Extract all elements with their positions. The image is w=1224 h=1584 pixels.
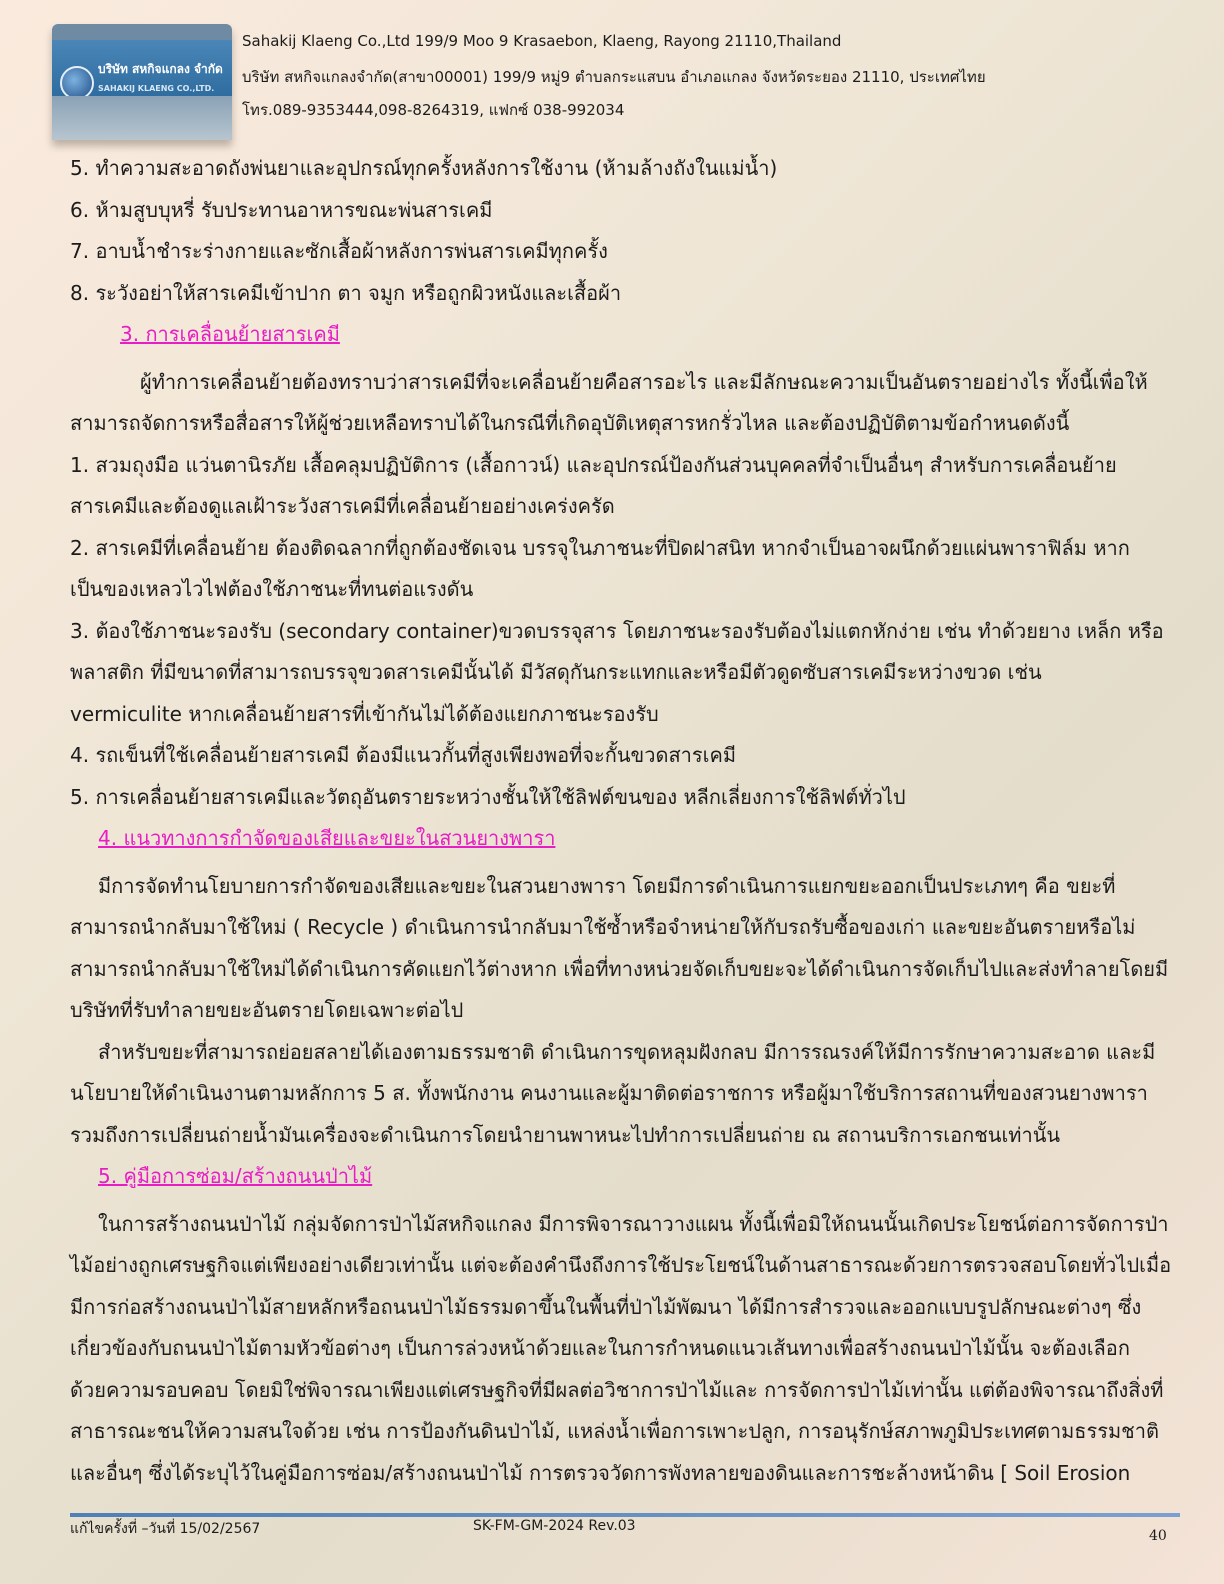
footer-revision: แก้ไขครั้งที่ –วันที่ 15/02/2567	[70, 1521, 261, 1537]
section-5-paragraph-line: ไม้อย่างถูกเศรษฐกิจแต่เพียงอย่างเดียวเท่านั้น แต่จะต้องคำนึงถึงการใช้ประโยชน์ในด้านสาธารณะด้วยการตรวจสอบโดยทั่วไปเมื่อ	[70, 1253, 1172, 1277]
footer-divider	[70, 1513, 1180, 1517]
section-3-item-line: 4. รถเข็นที่ใช้เคลื่อนย้ายสารเคมี ต้องมีแนวกั้นที่สูงเพียงพอที่จะกั้นขวดสารเคมี	[70, 743, 737, 767]
section-3-item-line: สารเคมีและต้องดูแลเฝ้าระวังสารเคมีที่เคลื่อนย้ายอย่างเคร่งครัด	[70, 494, 615, 518]
section-4-paragraph-line: สามารถนำกลับมาใช้ใหม่ได้ดำเนินการคัดแยกไว้ต่างหาก เพื่อที่ทางหน่วยจัดเก็บขยะจะได้ดำเนินการจัดเก็บไปและส่งทำลายโดยมี	[70, 956, 1169, 981]
section-4-paragraph-line: นโยบายให้ดำเนินงานตามหลักการ 5 ส. ทั้งพนักงาน คนงานและผู้มาติดต่อราชการ หรือผู้มาใช้บริการสถานที่ของสวนยางพารา	[70, 1081, 1148, 1105]
company-logo	[52, 24, 232, 140]
section-4-paragraph-line: มีการจัดทำนโยบายการกำจัดของเสียและขยะในสวนยางพารา โดยมีการดำเนินการแยกขยะออกเป็นประเภทๆ คือ ขยะที่	[98, 873, 1116, 898]
section-3-item-line: vermiculite หากเคลื่อนย้ายสารที่เข้ากันไม่ได้ต้องแยกภาชนะรองรับ	[70, 701, 659, 726]
list-item: 8. ระวังอย่าให้สารเคมีเข้าปาก ตา จมูก หรือถูกผิวหนังและเสื้อผ้า	[70, 280, 622, 305]
section-3-item-line: พลาสติก ที่มีขนาดที่สามารถบรรจุขวดสารเคมีนั้นได้ มีวัสดุกันกระแทกและหรือมีตัวดูดซับสารเคมีระหว่างขวด เช่น	[70, 660, 1042, 684]
section-3-intro-line: สามารถจัดการหรือสื่อสารให้ผู้ช่วยเหลือทราบได้ในกรณีที่เกิดอุบัติเหตุสารหกรั่วไหล และต้องปฏิบัติตามข้อกำหนดดังนี้	[70, 411, 1070, 435]
list-item: 6. ห้ามสูบบุหรี่ รับประทานอาหารขณะพ่นสารเคมี	[70, 197, 493, 222]
list-item: 5. ทำความสะอาดถังพ่นยาและอุปกรณ์ทุกครั้งหลังการใช้งาน (ห้ามล้างถังในแม่น้ำ)	[70, 156, 778, 180]
section-4-paragraph-line: สำหรับขยะที่สามารถย่อยสลายได้เองตามธรรมชาติ ดำเนินการขุดหลุมฝังกลบ มีการรณรงค์ให้มีการรักษาความสะอาด และมี	[98, 1039, 1156, 1064]
section-3-intro-line: ผู้ทำการเคลื่อนย้ายต้องทราบว่าสารเคมีที่จะเคลื่อนย้ายคือสารอะไร และมีลักษณะความเป็นอันตรายอย่างไร ทั้งนี้เพื่อให้	[140, 369, 1148, 394]
section-4-paragraph-line: บริษัทที่รับทำลายขยะอันตรายโดยเฉพาะต่อไป	[70, 998, 464, 1022]
section-3-item-line: 1. สวมถุงมือ แว่นตานิรภัย เสื้อคลุมปฏิบัติการ (เสื้อกาวน์) และอุปกรณ์ป้องกันส่วนบุคคลที่จำเป็นอื่นๆ สำหรับการเคลื่อนย้าย	[70, 452, 1117, 477]
logo-sign-band	[52, 40, 232, 96]
section-4-paragraph-line: รวมถึงการเปลี่ยนถ่ายน้ำมันเครื่องจะดำเนินการโดยนำยานพาหนะไปทำการเปลี่ยนถ่าย ณ สถานบริการเอกชนเท่านั้น	[70, 1122, 1061, 1147]
footer-document-code: SK-FM-GM-2024 Rev.03	[473, 1518, 636, 1534]
header-address-th: บริษัท สหกิจแกลงจำกัด(สาขา00001) 199/9 หมู่9 ตำบลกระแสบน อำเภอแกลง จังหวัดระยอง 21110, ประเทศไทย	[242, 68, 986, 86]
section-3-heading: 3. การเคลื่อนย้ายสารเคมี	[120, 322, 340, 346]
section-5-paragraph-line: และอื่นๆ ซึ่งได้ระบุไว้ในคู่มือการซ่อม/สร้างถนนป่าไม้ การตรวจวัดการพังทลายของดินและการชะล้างหน้าดิน [ Soil Erosion	[70, 1460, 1131, 1485]
section-5-heading: 5. คู่มือการซ่อม/สร้างถนนป่าไม้	[98, 1164, 373, 1188]
list-item: 7. อาบน้ำชำระร่างกายและซักเสื้อผ้าหลังการพ่นสารเคมีทุกครั้ง	[70, 239, 608, 263]
section-5-paragraph-line: ในการสร้างถนนป่าไม้ กลุ่มจัดการป่าไม้สหกิจแกลง มีการพิจารณาวางแผน ทั้งนี้เพื่อมิให้ถนนนั้นเกิดประโยชน์ต่อการจัดการป่า	[98, 1211, 1169, 1236]
section-5-paragraph-line: สาธารณะชนให้ความสนใจด้วย เช่น การป้องกันดินป่าไม้, แหล่งน้ำเพื่อการเพาะปลูก, การอนุรักษ์สภาพภูมิประเทศตามธรรมชาติ	[70, 1419, 1159, 1443]
section-5-paragraph-line: เกี่ยวข้องกับถนนป่าไม้ตามหัวข้อต่างๆ เป็นการล่วงหน้าด้วยและในการกำหนดแนวเส้นทางเพื่อสร้างถนนป่าไม้นั้น จะต้องเลือก	[70, 1336, 1130, 1360]
section-5-paragraph-line: ด้วยความรอบคอบ โดยมิใช่พิจารณาเพียงแต่เศรษฐกิจที่มีผลต่อวิชาการป่าไม้และ การจัดการป่าไม้เท่านั้น แต่ต้องพิจารณาถึงสิ่งที่	[70, 1377, 1164, 1402]
section-3-item-line: 3. ต้องใช้ภาชนะรองรับ (secondary container)ขวดบรรจุสาร โดยภาชนะรองรับต้องไม่แตกหักง่าย เช่น ทำด้วยยาง เหล็ก หรือ	[70, 618, 1164, 643]
section-5-paragraph-line: มีการก่อสร้างถนนป่าไม้สายหลักหรือถนนป่าไม้ธรรมดาขึ้นในพื้นที่ป่าไม้พัฒนา ได้มีการสำรวจและออกแบบรูปลักษณะต่างๆ ซึ่ง	[70, 1294, 1142, 1319]
page-number: 40	[1149, 1528, 1167, 1544]
section-4-heading: 4. แนวทางการกำจัดของเสียและขยะในสวนยางพารา	[98, 826, 556, 850]
section-4-paragraph-line: สามารถนำกลับมาใช้ใหม่ ( Recycle ) ดำเนินการนำกลับมาใช้ซ้ำหรือจำหน่ายให้กับรถรับซื้อของเก่า และขยะอันตรายหรือไม่	[70, 915, 1136, 939]
logo-thai-name: บริษัท สหกิจแกลง จำกัด	[98, 62, 223, 76]
document-body	[70, 148, 1180, 1494]
logo-english-name: SAHAKIJ KLAENG CO.,LTD.	[98, 84, 215, 93]
section-3-item-line: 2. สารเคมีที่เคลื่อนย้าย ต้องติดฉลากที่ถูกต้องชัดเจน บรรจุในภาชนะที่ปิดฝาสนิท หากจำเป็นอาจผนึกด้วยแผ่นพาราฟิล์ม หาก	[70, 535, 1130, 560]
header-address-en: Sahakij Klaeng Co.,Ltd 199/9 Moo 9 Krasaebon, Klaeng, Rayong 21110,Thailand	[242, 32, 842, 50]
section-3-item-line: 5. การเคลื่อนย้ายสารเคมีและวัตถุอันตรายระหว่างชั้นให้ใช้ลิฟต์ขนของ หลีกเลี่ยงการใช้ลิฟต์ทั่วไป	[70, 784, 906, 809]
company-emblem-icon	[60, 66, 94, 100]
header-contact: โทร.089-9353444,098-8264319, แฟกซ์ 038-992034	[242, 101, 625, 119]
section-3-item-line: เป็นของเหลวไวไฟต้องใช้ภาชนะที่ทนต่อแรงดัน	[70, 577, 474, 601]
logo-wall	[52, 96, 232, 140]
